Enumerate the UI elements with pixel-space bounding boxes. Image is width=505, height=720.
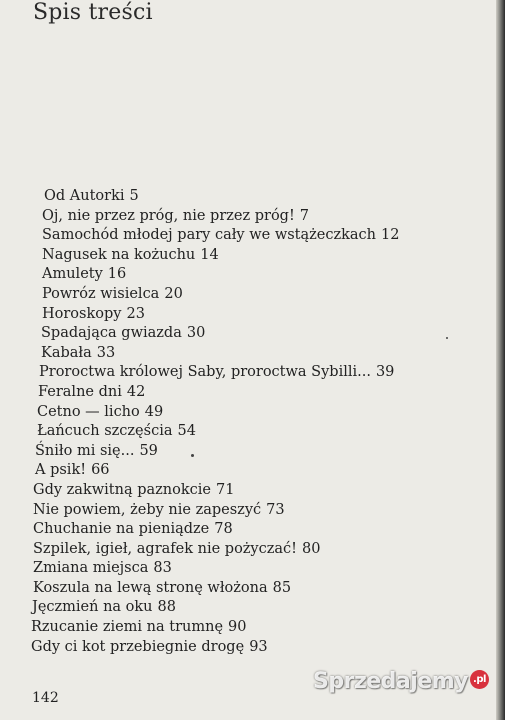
toc-entry-title: Oj, nie przez próg, nie przez próg! bbox=[42, 207, 295, 224]
toc-entry-title: Gdy ci kot przebiegnie drogę bbox=[31, 638, 245, 655]
watermark-text: Sprzedajemy bbox=[313, 669, 468, 694]
toc-entry bbox=[0, 422, 480, 442]
toc-entry bbox=[0, 324, 480, 344]
toc-entry-page: 54 bbox=[177, 423, 196, 440]
toc-entry-title: Zmiana miejsca bbox=[33, 560, 149, 577]
toc-entry-page: 20 bbox=[164, 285, 183, 302]
toc-entry-page: 93 bbox=[249, 638, 268, 655]
toc-entry bbox=[0, 461, 480, 481]
toc-entry-title: Nie powiem, żeby nie zapeszyć bbox=[33, 501, 262, 518]
toc-entry-title: Amulety bbox=[42, 266, 103, 283]
toc-entry-page: 90 bbox=[228, 619, 247, 636]
toc-entry-page: 23 bbox=[126, 305, 145, 322]
toc-entry-title: Samochód młodej pary cały we wstążeczkach bbox=[42, 227, 377, 244]
toc-entry-title: Horoskopy bbox=[42, 305, 122, 322]
toc-entry-page: 59 bbox=[139, 442, 158, 459]
toc-entry-title: Powróz wisielca bbox=[42, 285, 160, 302]
toc-entry-title: Cetno — licho bbox=[37, 403, 140, 420]
toc-entry bbox=[0, 187, 480, 207]
toc-entry bbox=[0, 638, 480, 658]
toc-entry-title: A psik! bbox=[35, 462, 87, 479]
toc-entry bbox=[0, 383, 480, 403]
toc-entry-page: 49 bbox=[144, 403, 164, 420]
toc-entry bbox=[0, 207, 480, 227]
toc-entry bbox=[0, 363, 480, 383]
toc-entry-page: 16 bbox=[107, 266, 127, 283]
toc-entry-title: Nagusek na kożuchu bbox=[42, 246, 196, 263]
toc-entry-title: Od Autorki bbox=[44, 188, 125, 204]
toc-entry bbox=[0, 442, 480, 462]
toc-entry bbox=[0, 520, 480, 540]
watermark-badge: .pl bbox=[470, 670, 489, 689]
page-title: Spis treści bbox=[33, 0, 153, 25]
toc-entry-page: 33 bbox=[96, 344, 116, 361]
toc-entry-title: Kabała bbox=[41, 344, 92, 361]
toc-entry-title: Chuchanie na pieniądze bbox=[33, 521, 210, 538]
toc-entry bbox=[0, 344, 480, 364]
page-edge-shadow bbox=[496, 0, 505, 720]
toc-entry-title: Szpilek, igieł, agrafek nie pożyczać! bbox=[33, 540, 297, 557]
toc-entry bbox=[0, 598, 480, 618]
toc-entry bbox=[0, 501, 480, 521]
toc-entry-page: 78 bbox=[214, 521, 233, 538]
toc-entry bbox=[0, 559, 480, 579]
toc-entry bbox=[0, 305, 480, 325]
toc-entry-title: Gdy zakwitną paznokcie bbox=[33, 481, 211, 498]
toc-entry-page: 85 bbox=[272, 579, 292, 596]
toc-entry-page: 83 bbox=[153, 560, 172, 577]
toc-entry bbox=[0, 403, 480, 423]
toc-entry-page: 12 bbox=[381, 227, 400, 244]
print-speck bbox=[191, 454, 194, 457]
toc-entry-page: 88 bbox=[157, 599, 176, 616]
toc-entry bbox=[0, 226, 480, 246]
page-number: 142 bbox=[32, 690, 59, 706]
toc-entry bbox=[0, 265, 480, 285]
toc-entry-title: Rzucanie ziemi na trumnę bbox=[31, 619, 224, 636]
toc-entry-page: 30 bbox=[186, 325, 206, 342]
toc-entry-title: Koszula na lewą stronę włożona bbox=[33, 579, 268, 596]
toc-entry-title: Łańcuch szczęścia bbox=[37, 423, 173, 440]
toc-entry-page: 66 bbox=[91, 462, 110, 479]
toc-entry bbox=[0, 285, 480, 305]
toc-entry-page: 5 bbox=[129, 188, 139, 204]
toc-entry bbox=[0, 481, 480, 501]
toc-entry bbox=[0, 540, 480, 560]
toc-entry bbox=[0, 579, 480, 599]
toc-entry-page: 71 bbox=[215, 481, 235, 498]
toc-entry-page: 14 bbox=[200, 246, 219, 263]
toc-entry-page: 80 bbox=[301, 540, 321, 557]
toc-entry-page: 7 bbox=[299, 207, 310, 224]
toc-entry-title: Jęczmień na oku bbox=[32, 599, 153, 616]
toc-entry-title: Śniło mi się... bbox=[35, 442, 135, 459]
toc-entry-page: 73 bbox=[266, 501, 285, 518]
toc-entry-page: 42 bbox=[126, 383, 146, 400]
toc-entry-title: Proroctwa królowej Saby, proroctwa Sybilli... bbox=[39, 364, 371, 381]
toc-entry-page: 39 bbox=[375, 364, 395, 381]
toc-entry bbox=[0, 246, 480, 266]
sprzedajemy-watermark bbox=[313, 669, 489, 694]
toc-entry bbox=[0, 618, 480, 638]
toc-entry-title: Feralne dni bbox=[38, 383, 122, 400]
print-speck bbox=[446, 337, 448, 339]
toc-entry-title: Spadająca gwiazda bbox=[41, 325, 182, 342]
table-of-contents bbox=[0, 187, 480, 657]
